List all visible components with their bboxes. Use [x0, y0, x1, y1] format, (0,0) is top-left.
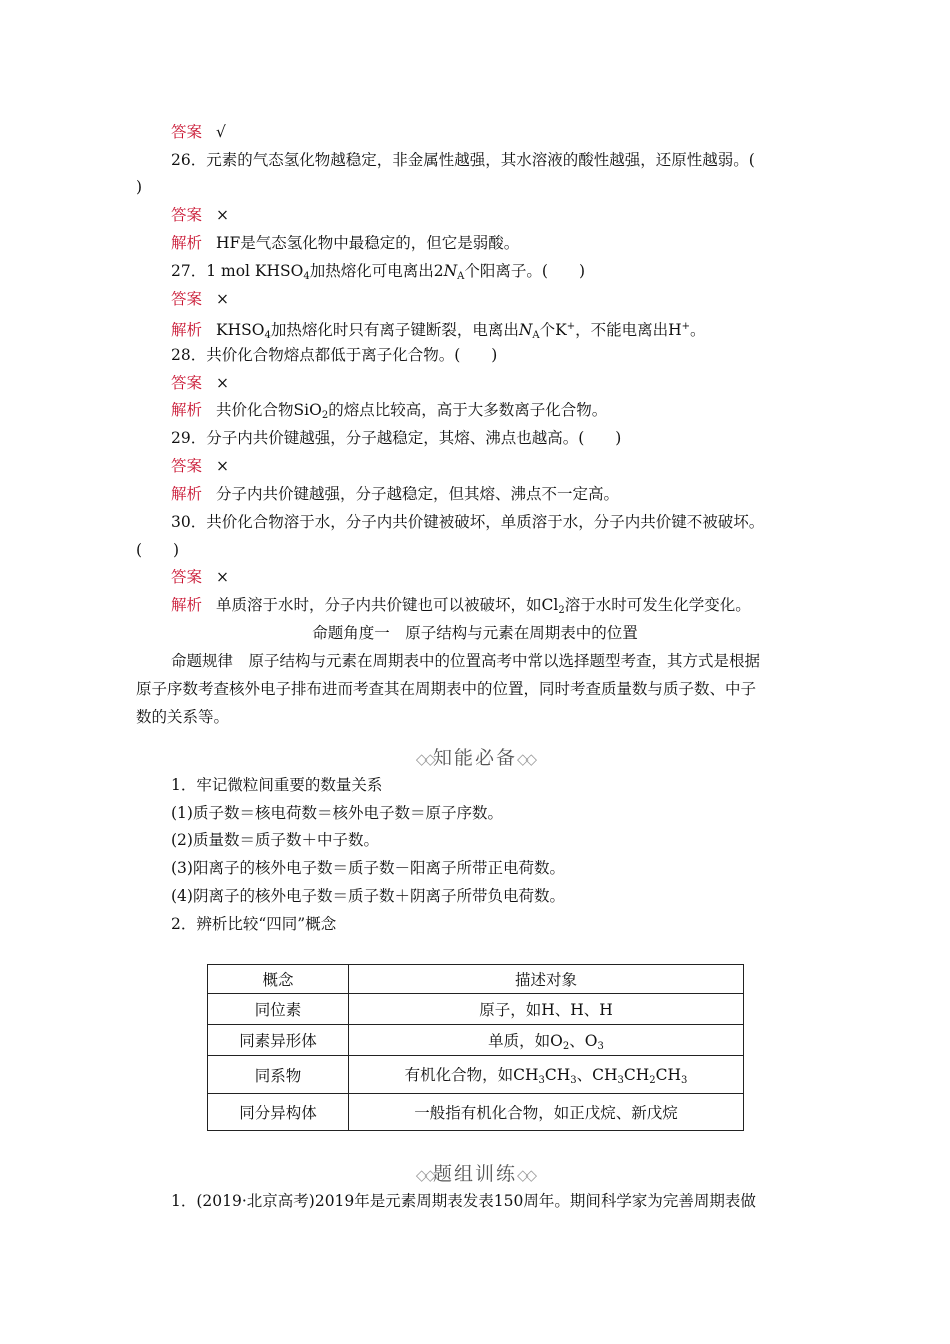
rule-line3: 数的关系等。 [136, 708, 230, 726]
table-row [208, 994, 744, 1025]
section-heading: 命题角度一 原子结构与元素在周期表中的位置 [312, 624, 638, 642]
training-banner-title: 题组训练 [432, 1163, 517, 1185]
explanation-text: 分子内共价键越强，分子越稳定，但其熔、沸点不一定高。 [216, 485, 620, 503]
q27-e-na: N [518, 321, 533, 339]
table-cell-concept: 同系物 [208, 1056, 349, 1094]
table-header: 描述对象 [349, 965, 744, 994]
desc-text: CH [544, 1066, 571, 1084]
diamond-ornament-icon: ◇◇ [415, 750, 433, 768]
q29-question: 29．分子内共价键越强，分子越稳定，其熔、沸点也越高。( ) [171, 429, 622, 447]
q26-answer [171, 205, 229, 225]
desc-text: 、CH [576, 1066, 618, 1084]
answer-value: × [216, 568, 230, 586]
table-header: 概念 [208, 965, 349, 994]
q27-e-sup1: + [566, 321, 576, 332]
knowledge-line: (2)质量数＝质子数＋中子数。 [171, 831, 379, 849]
knowledge-line: (1)质子数＝核电荷数＝核外电子数＝原子序数。 [171, 804, 503, 822]
table-cell-concept: 同分异构体 [208, 1094, 349, 1131]
desc-sub: 2 [649, 1075, 656, 1086]
desc-sub: 3 [538, 1075, 545, 1086]
desc-sub: 3 [681, 1075, 688, 1086]
four-same-concepts-table [207, 964, 744, 1131]
q30-answer [171, 567, 229, 587]
q27-e-end: 。 [690, 321, 706, 339]
table-row [208, 1056, 744, 1094]
answer-value: × [216, 290, 230, 308]
explanation-label: 解析 [171, 485, 203, 503]
q28-answer [171, 373, 229, 393]
q30-question-line1: 30．共价化合物溶于水，分子内共价键被破坏，单质溶于水，分子内共价键不被破坏。 [171, 513, 765, 531]
q26-question-line1: 26．元素的气态氢化物越稳定，非金属性越强，其水溶液的酸性越强，还原性越弱。( [171, 151, 755, 169]
answer-value: × [216, 457, 230, 475]
q28-e-a: 共价化合物SiO [216, 401, 322, 419]
knowledge-item2-title: 2．辨析比较“四同”概念 [171, 915, 337, 933]
knowledge-line: (4)阴离子的核外电子数＝质子数＋阴离子所带负电荷数。 [171, 887, 565, 905]
knowledge-banner [0, 743, 950, 770]
explanation-text: HF是气态氢化物中最稳定的，但它是弱酸。 [216, 234, 520, 252]
knowledge-line: (3)阳离子的核外电子数＝质子数－阳离子所带正电荷数。 [171, 859, 565, 877]
table-cell-desc: 原子，如H、H、H [349, 994, 744, 1025]
explanation-label: 解析 [171, 321, 203, 339]
q30-e-b: 溶于水时可发生化学变化。 [564, 596, 751, 614]
answer-label: 答案 [171, 457, 203, 475]
diamond-ornament-icon: ◇◇ [415, 1166, 433, 1184]
q26-question-line2: ) [136, 178, 143, 196]
q27-text-a: 27．1 mol KHSO [171, 262, 304, 280]
explanation-label: 解析 [171, 234, 203, 252]
q30-e-a: 单质溶于水时，分子内共价键也可以被破坏，如Cl [216, 596, 559, 614]
q30-e-sub: 2 [558, 605, 565, 616]
q27-question [171, 261, 585, 287]
answer-label: 答案 [171, 374, 203, 392]
desc-text: CH [623, 1066, 650, 1084]
training-question-1: 1．(2019·北京高考)2019年是元素周期表发表150周年。期间科学家为完善周期表做 [171, 1192, 756, 1210]
desc-sub: 3 [597, 1040, 604, 1052]
desc-text: CH [655, 1066, 682, 1084]
rule-line2: 原子序数考查核外电子排布进而考查其在周期表中的位置，同时考查质量数与质子数、中子 [136, 680, 757, 698]
desc-text: 有机化合物，如CH [404, 1066, 539, 1084]
training-banner [0, 1159, 950, 1186]
explanation-label: 解析 [171, 401, 203, 419]
table-row [208, 1025, 744, 1056]
q30-question-line2: ( ) [136, 541, 180, 559]
q26-explanation [171, 233, 519, 253]
desc-sub: 3 [570, 1075, 577, 1086]
answer-label: 答案 [171, 123, 203, 141]
q29-explanation [171, 484, 619, 504]
q27-e-na-sub: A [532, 330, 540, 341]
table-cell-desc: 一般指有机化合物，如正戊烷、新戊烷 [349, 1094, 744, 1131]
table-cell-concept: 同位素 [208, 994, 349, 1025]
knowledge-item1-title: 1．牢记微粒间重要的数量关系 [171, 776, 383, 794]
explanation-label: 解析 [171, 596, 203, 614]
q27-text-b: 加热熔化可电离出2 [309, 262, 444, 280]
table-cell-desc [349, 1025, 744, 1056]
diamond-ornament-icon: ◇◇ [517, 750, 535, 768]
q27-text-c: 个阳离子。( ) [464, 262, 586, 280]
q27-explanation [171, 317, 706, 346]
q28-question: 28．共价化合物熔点都低于离子化合物。( ) [171, 346, 498, 364]
knowledge-banner-title: 知能必备 [432, 747, 517, 769]
answer-value: × [216, 374, 230, 392]
diamond-ornament-icon: ◇◇ [517, 1166, 535, 1184]
q27-e-c: 个K [539, 321, 567, 339]
q27-na-sub: A [457, 271, 465, 282]
q27-e-a: KHSO [216, 321, 265, 339]
table-row [208, 1094, 744, 1131]
q27-e-b: 加热熔化时只有离子键断裂，电离出 [270, 321, 519, 339]
q27-sub: 4 [303, 271, 310, 282]
q28-e-sub: 2 [321, 410, 329, 421]
q28-e-b: 的熔点比较高，高于大多数离子化合物。 [328, 401, 608, 419]
table-cell-desc [349, 1056, 744, 1094]
answer-value: √ [216, 123, 226, 141]
answer-label: 答案 [171, 568, 203, 586]
desc-text: 单质，如O [488, 1031, 563, 1050]
rule-line1: 命题规律 原子结构与元素在周期表中的位置高考中常以选择题型考查，其方式是根据 [171, 652, 761, 670]
q29-answer [171, 456, 229, 476]
answer-label: 答案 [171, 290, 203, 308]
q27-na: N [443, 262, 458, 280]
table-cell-concept: 同素异形体 [208, 1025, 349, 1056]
desc-text: 、O [569, 1031, 598, 1050]
desc-sub: 3 [617, 1075, 624, 1086]
q27-e-d: ，不能电离出H [575, 321, 682, 339]
answer-value: × [216, 206, 230, 224]
table-header-row [208, 965, 744, 994]
q27-e-sub: 4 [264, 330, 271, 341]
q28-explanation [171, 400, 607, 426]
q27-answer [171, 289, 229, 309]
q30-explanation [171, 595, 751, 621]
desc-sub: 2 [562, 1040, 570, 1052]
answer-label: 答案 [171, 206, 203, 224]
q25-answer [171, 122, 226, 142]
q27-e-sup2: + [681, 321, 691, 332]
